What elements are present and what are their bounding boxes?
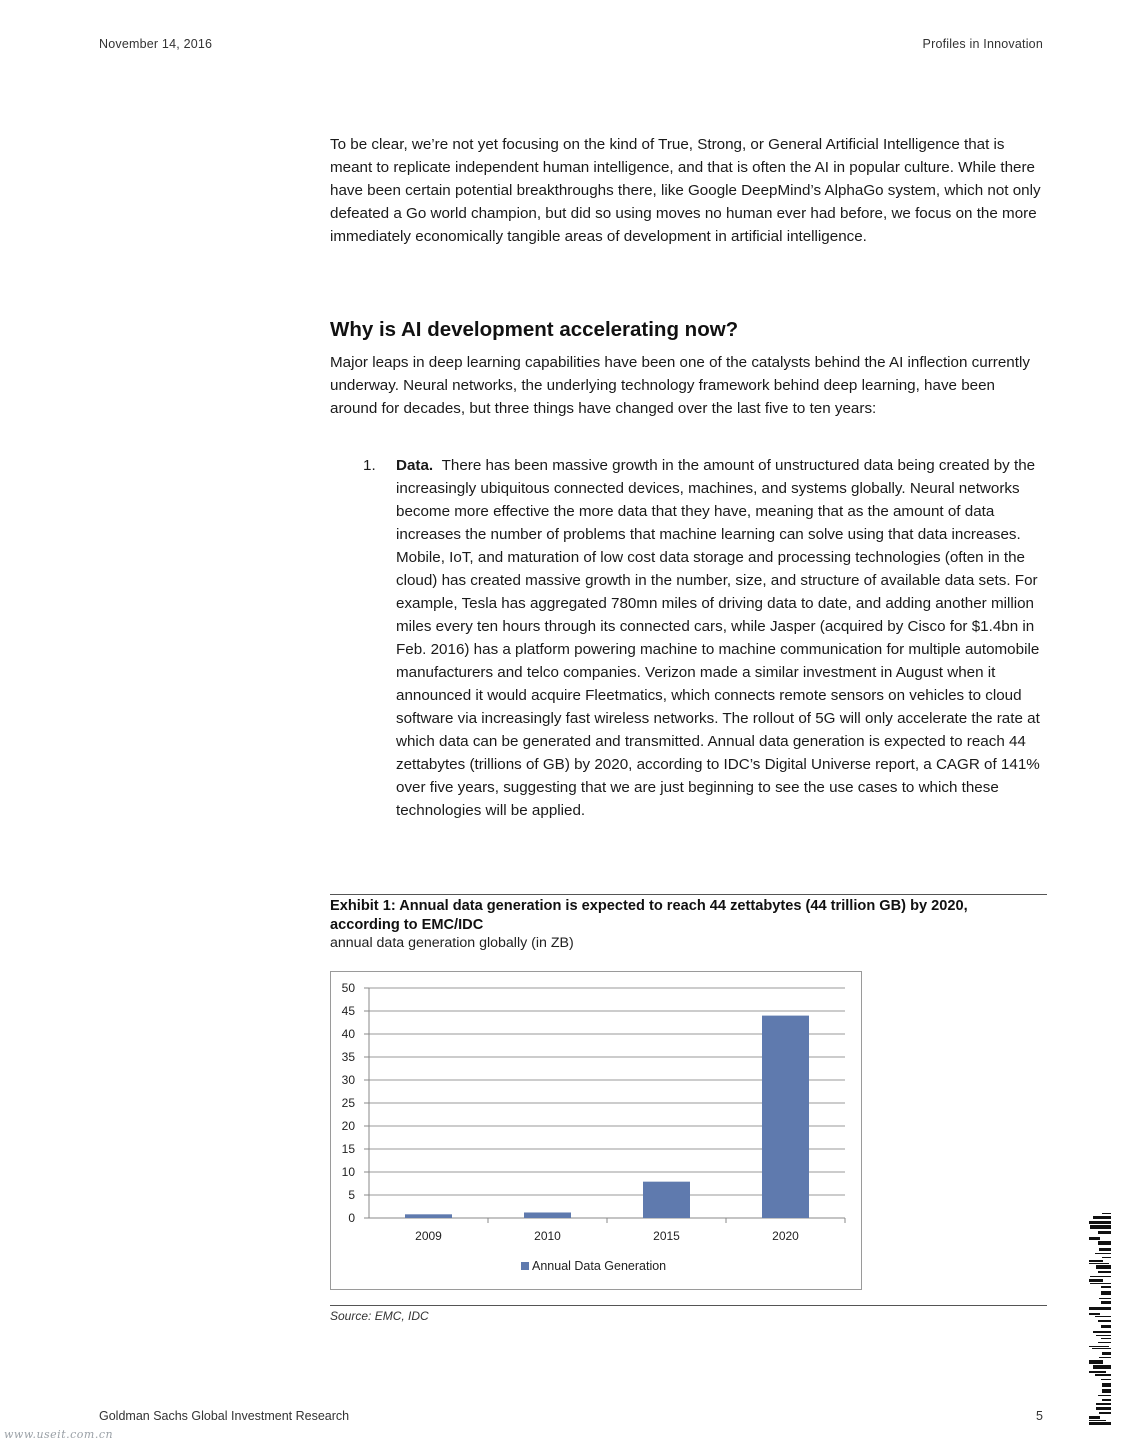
barcode-bar	[1098, 1231, 1111, 1234]
barcode-bar	[1102, 1389, 1111, 1393]
barcode-bar	[1089, 1313, 1100, 1315]
barcode-bar	[1098, 1271, 1111, 1273]
list-item-lead: Data.	[396, 457, 434, 474]
barcode-bar	[1101, 1291, 1111, 1295]
barcode-bar	[1089, 1360, 1103, 1364]
barcode-bar	[1095, 1253, 1111, 1254]
barcode-bar	[1102, 1383, 1111, 1387]
legend-label: Annual Data Generation	[532, 1259, 667, 1273]
section-paragraph: Major leaps in deep learning capabilities have been one of the catalysts behind the AI inflection currently underway. Neural networks, the underlying technology framework behind deep learning, have been around for decades, but three things have changed over the last five to ten years:	[330, 354, 1030, 417]
x-tick-label: 2015	[653, 1229, 680, 1243]
barcode-bar	[1093, 1365, 1111, 1369]
y-tick-label: 5	[348, 1188, 355, 1202]
footer-page-number: 5	[1036, 1409, 1043, 1423]
barcode-bar	[1101, 1379, 1111, 1380]
header-series-title: Profiles in Innovation	[922, 37, 1043, 51]
barcode-bar	[1090, 1276, 1111, 1277]
barcode-bar	[1090, 1283, 1111, 1284]
exhibit-top-rule	[330, 894, 1047, 895]
exhibit-subtitle: annual data generation globally (in ZB)	[330, 935, 574, 951]
barcode-bar	[1102, 1213, 1111, 1214]
bar-2010	[524, 1212, 571, 1218]
barcode-bar	[1096, 1265, 1111, 1269]
list-item-body	[396, 454, 1046, 822]
x-tick-label: 2020	[772, 1229, 799, 1243]
bar-chart	[331, 972, 861, 1289]
barcode-bar	[1089, 1307, 1111, 1310]
intro-paragraph: To be clear, we’re not yet focusing on the kind of True, Strong, or General Artificial Intelligence that is meant to replicate independent human intelligence, and that is often the AI in popular culture. While there have been certain potential breakthroughs there, like Google DeepMind’s AlphaGo system, which not only defeated a Go world champion, but did so using moves no human ever had before, we focus on the more immediately economically tangible areas of development in artificial intelligence.	[330, 136, 1041, 245]
barcode-bar	[1089, 1420, 1106, 1421]
barcode-bar	[1089, 1346, 1109, 1347]
section-heading: Why is AI development accelerating now?	[330, 318, 739, 341]
barcode-bar	[1089, 1422, 1111, 1425]
barcode-bar	[1099, 1248, 1111, 1251]
watermark: www.useit.com.cn	[4, 1428, 114, 1441]
barcode-bar	[1096, 1403, 1111, 1405]
barcode-bar	[1089, 1263, 1109, 1264]
exhibit-title: Exhibit 1: Annual data generation is expected to reach 44 zettabytes (44 trillion GB) by 2020, according to EMC/IDC	[330, 898, 968, 933]
footer-publisher: Goldman Sachs Global Investment Research	[99, 1409, 350, 1423]
y-tick-label: 40	[341, 1027, 355, 1041]
y-tick-label: 30	[341, 1073, 355, 1087]
y-tick-label: 0	[348, 1211, 355, 1225]
barcode-bar	[1102, 1399, 1111, 1401]
barcode-bar	[1089, 1416, 1100, 1419]
barcode-bar	[1098, 1241, 1111, 1245]
bar-2020	[762, 1016, 809, 1218]
barcode-bar	[1092, 1348, 1111, 1349]
barcode-bar	[1101, 1286, 1111, 1288]
barcode-bar	[1089, 1221, 1111, 1224]
barcode-bar	[1102, 1352, 1111, 1355]
x-tick-label: 2009	[415, 1229, 442, 1243]
y-tick-label: 25	[341, 1096, 355, 1110]
barcode-bar	[1102, 1257, 1111, 1258]
exhibit-bottom-rule	[330, 1305, 1047, 1306]
numbered-list-item	[330, 454, 1046, 822]
bar-2009	[405, 1214, 452, 1218]
barcode-bar	[1089, 1237, 1100, 1240]
barcode-bar	[1090, 1225, 1111, 1229]
barcode-bar	[1089, 1371, 1106, 1373]
header-date: November 14, 2016	[99, 37, 213, 51]
exhibit-source: Source: EMC, IDC	[330, 1309, 429, 1323]
barcode-bar	[1098, 1342, 1111, 1343]
legend-swatch	[521, 1262, 529, 1270]
barcode-bar	[1093, 1331, 1111, 1333]
barcode-bar	[1101, 1338, 1111, 1339]
y-tick-label: 15	[341, 1142, 355, 1156]
barcode-icon	[1089, 1213, 1111, 1425]
x-tick-label: 2010	[534, 1229, 561, 1243]
barcode-bar	[1096, 1407, 1111, 1410]
y-tick-label: 45	[341, 1004, 355, 1018]
barcode-bar	[1095, 1374, 1111, 1376]
y-tick-label: 10	[341, 1165, 355, 1179]
bar-2015	[643, 1182, 690, 1218]
barcode-bar	[1096, 1335, 1111, 1336]
y-tick-label: 20	[341, 1119, 355, 1133]
barcode-bar	[1099, 1357, 1111, 1358]
barcode-bar	[1099, 1412, 1111, 1414]
barcode-bar	[1098, 1395, 1111, 1396]
list-item-text: There has been massive growth in the amount of unstructured data being created by the increasingly ubiquitous connected devices, machines, and systems globally. Neural networks become more effective the more data that they have, meaning that as the amount of data increases the number of problems that machine learning can solve using that data increases. Mobile, IoT, and maturation of low cost data storage and processing technologies (often in the cloud) has created massive growth in the number, size, and structure of available data sets. For example, Tesla has aggregated 780mn miles of driving data to date, and adding another million miles every ten hours through its connected cars, while Jasper (acquired by Cisco for $1.4bn in Feb. 2016) has a platform powering machine to machine communication for multiple automobile manufacturers and telco companies. Verizon made a similar investment in August when it announced it would acquire Fleetmatics, which connects remote sensors on vehicles to cloud software via increasingly fast wireless networks. The rollout of 5G will only accelerate the rate at which data can be generated and transmitted. Annual data generation is expected to reach 44 zettabytes (trillions of GB) by 2020, according to IDC’s Digital Universe report, a CAGR of 141% over five years, suggesting that we are just beginning to see the use cases to which these technologies will be applied.	[396, 457, 1040, 819]
barcode-bar	[1095, 1316, 1111, 1317]
barcode-bar	[1093, 1216, 1111, 1219]
y-tick-label: 50	[341, 981, 355, 995]
y-tick-label: 35	[341, 1050, 355, 1064]
barcode-bar	[1101, 1301, 1111, 1304]
barcode-bar	[1098, 1320, 1111, 1322]
list-item-number: 1.	[363, 457, 376, 474]
barcode-bar	[1099, 1298, 1111, 1299]
barcode-bar	[1089, 1260, 1103, 1262]
barcode-bar	[1101, 1325, 1111, 1328]
chart-frame	[330, 971, 862, 1290]
barcode-bar	[1089, 1279, 1103, 1282]
